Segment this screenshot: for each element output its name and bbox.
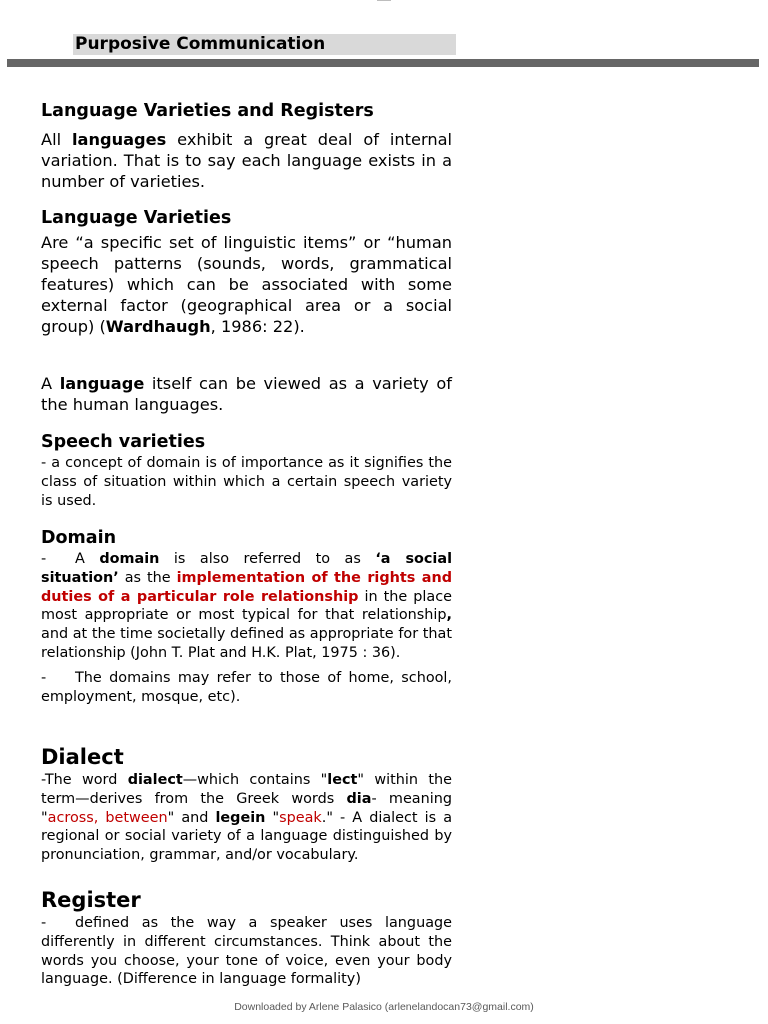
download-footer: Downloaded by Arlene Palasico (arlenelandocan73@gmail.com) [234,1001,534,1013]
text: as the [118,569,177,586]
section-heading: Domain [41,528,117,548]
text: in the place most appropriate or most typical for that relationship [41,588,452,624]
section-register [41,887,452,989]
course-title: Purposive Communication [73,34,456,55]
bold-term: languages [72,130,167,149]
text: " and [167,809,216,826]
section-heading: Language Varieties and Registers [41,101,374,121]
bold-comma: , [446,607,452,624]
paragraph [41,232,452,337]
text: A [41,374,60,393]
bold-term: Wardhaugh [105,317,211,336]
text: is also referred to as [159,551,376,567]
section-heading: Language Varieties [41,208,232,228]
paragraph [41,550,452,663]
text: defined as the way a speaker uses language differently in different circumstances. Think about the words you choose, your tone of voice, even your body language. (Difference in language formality) [41,915,452,988]
bold-term: language [59,374,145,393]
text: —which contains " [182,772,328,788]
bold-term: lect [327,772,358,788]
text: " [265,809,280,826]
text: - meaning " [41,790,452,826]
bold-term: domain [99,551,160,567]
dash: - [41,551,47,567]
text: A [75,551,100,567]
bold-term: legein [215,809,266,826]
text: -The word [41,772,128,788]
section-heading: Register [41,888,141,912]
highlight-text: across, between [47,809,168,826]
paragraph [41,373,452,415]
section-domain [41,527,452,706]
highlight-text: implementation of the rights and duties of a particular role relationship [41,569,453,605]
highlight-text: speak [279,809,322,826]
text: Are “a specific set of linguistic items” or “human speech patterns (sounds, words, grammatical features) which can be associated with some external factor (geographical area or a social group) ( [41,233,452,336]
section-speech-varieties [41,431,452,510]
section-dialect [41,744,452,865]
bold-term: dialect [127,772,183,788]
bold-term: ‘a social situation’ [41,551,453,586]
text: ." - A dialect is a regional or social variety of a language distinguished by pronunciation, grammar, and/or vocabulary. [41,809,453,864]
paragraph [41,914,452,989]
paragraph [41,129,452,192]
text: and at the time societally defined as appropriate for that relationship (John T. Plat and H.K. Plat, 1975 : 36). [41,626,452,661]
section-heading: Speech varieties [41,432,206,452]
text: exhibit a great deal of internal variation. That is to say each language exists in a number of varieties. [41,130,452,191]
section-heading: Dialect [41,745,124,769]
text: All [41,130,72,149]
paragraph [41,771,452,865]
text: The domains may refer to those of home, school, employment, mosque, etc). [41,669,452,705]
section-language-varieties-registers [41,100,452,192]
bold-term: dia [346,790,372,807]
text: , 1986: 22). [210,317,305,336]
paragraph [41,669,452,707]
text: " within the term—derives from the Greek words [41,772,452,807]
dash: - [41,915,47,931]
paragraph: - a concept of domain is of importance as it signifies the class of situation within which a certain speech variety is used. [41,455,452,509]
section-language-varieties [41,207,452,337]
header-rule [7,59,759,67]
dash: - [41,669,47,686]
text: itself can be viewed as a variety of the human languages. [41,374,452,414]
top-mark [377,0,391,1]
